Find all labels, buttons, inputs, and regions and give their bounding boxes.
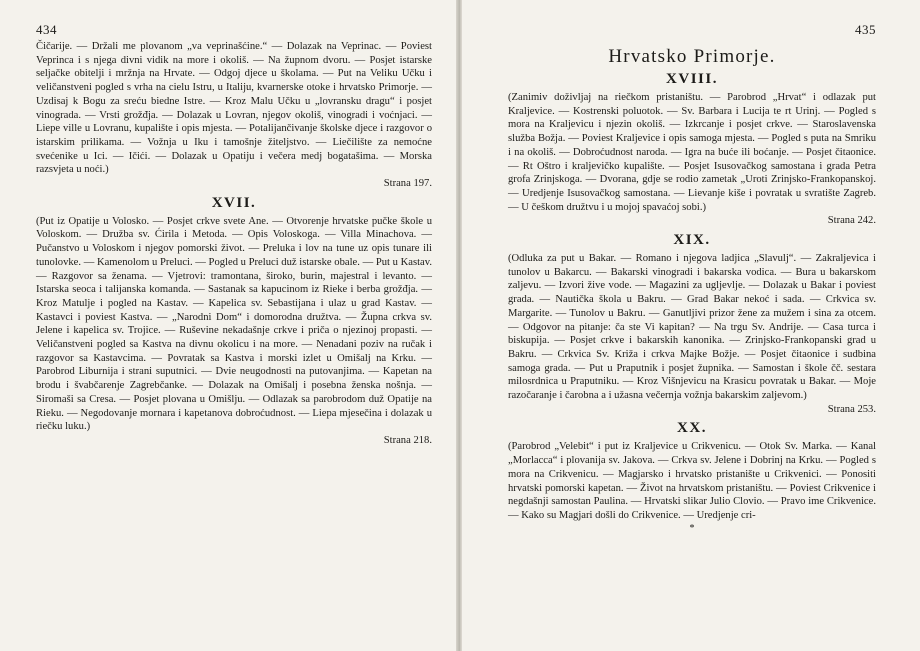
section-heading-xx: XX.: [677, 420, 707, 437]
page-reference: Strana 253.: [827, 403, 876, 415]
signature-mark: *: [689, 522, 695, 534]
section-heading-xvii: XVII.: [211, 194, 257, 211]
running-head: Hrvatsko Primorje.: [608, 46, 776, 67]
section-continued-text: Čičarije. — Držali me plovanom „va veprinašćine.“ — Dolazak na Veprinac. — Poviest Veprinca i s njega divni vidik na more i okoliš. — Na župnom dvoru. — Posjet istarske seljačke obitelji i mržnja na Hrvate. — Odgoj djece u školama. — Put na Veliku Učku i veličanstveni pogled s vrha na cielu Istru, u Italiju, kvarnerske otoke i hrvatsko Primorje. — Uzdisaj k Bogu za sreću biedne Istre. — Kroz Malu Učku u „lovransku dragu“ i posjet vinograda. — Vrsti grožđja. — Dolazak u Lovran, njegov okoliš, vinogradi i voćnjaci. — Liepe ville u Lovranu, kupalište i opis mjesta. — Potalijančivanje školske djece i razgovor o istarskim prilikama. — Vožnja u Iku i tamošnje žiteljstvo. — Liečilište za nemoćne svećenike u Ici. — Ičići. — Dolazak u Opatiju i večera medj bogatašima. — Morska razsvjeta u noći.): [36, 41, 432, 176]
section-heading-xix: XIX.: [673, 232, 711, 249]
page-number-left: 434: [36, 22, 57, 37]
page-reference: Strana 242.: [827, 215, 876, 227]
page-number-right: 435: [855, 22, 876, 37]
section-xx-text: (Parobrod „Velebit“ i put iz Kraljevice u Crikvenicu. — Otok Sv. Marka. — Kanal „Morlacca“ i plovanija sv. Jakova. — Crkva sv. Jelene i Dobrinj na Krku. — Pogled s mora na Crikvenicu. — Magjarsko i hrvatsko pristanište u Crikvenici. — Ponositi hrvatski pomorski kapetan. — Život na hrvatskom pristaništu. — Poviest Crikvenice i negdašnji samostan Paulina. — Hrvatski slikar Julio Clovio. — Pravo ime Crikvenice. — Kako su Magjari došli do Crikvenice. — Uredjenje cri-: [508, 441, 876, 521]
section-heading-xviii: XVIII.: [666, 71, 718, 87]
right-page: [462, 0, 920, 651]
section-xviii-text: (Zanimiv doživljaj na riečkom pristaništu. — Parobrod „Hrvat“ i odlazak put Kraljevice. — Kostrenski poluotok. — Sv. Barbara i Lucija te rt Urinj. — Pogled s mora na Kraljevicu i njezin okoliš. — Izkrcanje i posjet crkve. — Staroslavenska služba Božja. — Poviest Kraljevice i opis samoga mjesta. — Pogled s puta na Smriku i na okoliš. — Dobroćudnost naroda. — Igra na buće ili boćanje. — Posjet čitaonice. — Rt Oštro i kraljevičko kupalište. — Posjet Isusovačkog samostana i grada Petra grofa Zrinjskoga. — Dvorana, gdje se rodio zametak „Uroti Zrinjsko-Frankopanskoj. — Uredjenje Isusovačkog samostana. — Lievanje kiše i povratak u svratište Zagreb. — U češkom družtvu i u mojoj spavaćoj sobi.): [508, 92, 876, 213]
page-reference: Strana 218.: [383, 434, 432, 446]
page-reference: Strana 197.: [383, 178, 432, 190]
left-page: [0, 0, 458, 651]
section-xix-text: (Odluka za put u Bakar. — Romano i njegova ladjica „Slavulj“. — Zakraljevica i tunolov u Bakarcu. — Bakarski vinogradi i bakarska vodica. — Bura u bakarskom zaljevu. — Izvori žive vode. — Magazini za ugljevlje. — Dolazak u Bakar i poviest grada. — Nautička škola u Bakru. — Grad Bakar nekoć i sada. — Crkvica sv. Margarite. — Tunolov u Bakru. — Ganutljivi prizor žene za mužem i sina za otcem. — Odgovor na pitanje: ča ste Vi kapitan? — Na trgu Sv. Andrije. — Casa turca i biskupija. — Posjet crkve i bakarskih kanonika. — Zrinjsko-Frankopanski grad u Bakru. — Crkvica Sv. Križa i crkva Majke Božje. — Posjet čitaonice i sudbina samoga grada. — Put u Praputnik i posjet župnika. — Samostan i škole čč. sestara milosrdnica u Praputniku. — Kroz Višnjevicu na Krasicu povratak u Bakar. — Moje razočaranje i čarobna a i užasna večernja vožnja bakarskim zaljevom.): [508, 253, 876, 402]
section-xvii-text: (Put iz Opatije u Volosko. — Posjet crkve svete Ane. — Otvorenje hrvatske pučke škole u Voloskom. — Družba sv. Ćirila i Metoda. — Opis Voloskoga. — Villa Minachova. — Pučanstvo u Voloskom i njegov pomorski život. — Preluka i lov na tune uz opis tunare ili tunolovke. — Kamenolom u Preluci. — Pogled u Preluci duž istarske obale. — Put u Kastav. — Razgovor sa ženama. — Vjetrovi: tramontana, široko, burin, majestral i levanto. — Istarska seoca i talijanska komanda. — Sastanak sa kapucinom iz Rieke i berba grožđja. — Kroz Matulje i pogled na Kastav. — Kapelica sv. Sebastijana i ulaz u grad Kastav. — Kastavci i poviest Kastva. — „Narodni Dom“ i domorodna družtva. — Župna crkva sv. Jelene i kapelica sv. Trojice. — Ruševine nekadašnje crkve i priča o njezinoj propasti. — Veličanstveni pogled sa Kastva na divnu okolicu i na more. — Nenadani poziv na ručak i razgovor sa Kastavcima. — Povratak sa Kastva i morski izlet u Omišalj na Krku. — Parobrod Liburnija i strani suputnici. — Dvie neugodnosti na putovanjima. — Kapetan na brodu i švabčarenje Zagrebčanke. — Dolazak na Omišalj i posebna ženska nošnja. — Siromaši sa Cresa. — Posjet plovana u Omišlju. — Odlazak sa parobrodom duž Opatije na Rieku. — Negodovanje mornara i kapetanova dobroćudnost. — Liepa mjesečina i dolazak u riečku luku.): [36, 215, 432, 433]
